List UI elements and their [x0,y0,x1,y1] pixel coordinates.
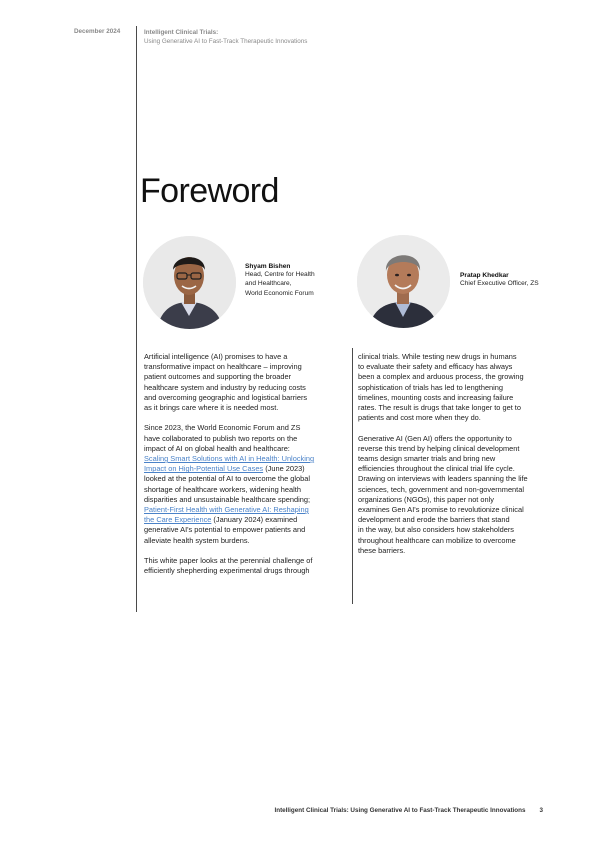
text-line: alleviate health system burdens. [144,535,250,545]
text-line: healthcare system and industry by reducing costs [144,382,306,392]
author-role-line: Chief Executive Officer, ZS [460,280,539,287]
text-line: This white paper looks at the perennial challenge of [144,556,313,566]
text-line: reverse this trend by helping clinical development [358,443,520,453]
column-divider [352,348,353,604]
text-line: sophistication of trials has led to lengthening [358,382,504,392]
text-line: to evaluate their safety and efficacy has always [358,362,513,372]
text-line: patients and cost more when they do. [358,413,481,423]
text-fragment: (January 2024) examined [211,515,298,525]
text-line: Since 2023, the World Economic Forum and ZS [144,423,301,433]
page-number: 3 [539,807,543,814]
author-role-line: and Healthcare, [245,280,292,288]
footer-title: Intelligent Clinical Trials: Using Generative AI to Fast-Track Therapeutic Innovations [274,807,526,814]
paragraph [358,434,564,556]
text-line: throughout healthcare can mobilize to overcome [358,535,516,545]
text-line: Drawing on interviews with leaders spanning the life [358,474,528,484]
text-line: impact of AI on global health and healthcare: [144,443,290,453]
paragraph [144,556,348,576]
author-info-shyam-bishen [245,263,315,298]
paragraph [144,352,348,413]
text-line: teams design smarter trials and bring new [358,454,496,464]
text-line: generative AI's potential to empower patients and [144,525,306,535]
author-name: Pratap Khedkar [460,272,509,279]
report-link-patient-first-health[interactable]: Patient-First Health with Generative AI: Reshaping the Care Experience [144,505,309,525]
text-line: efficiencies throughout the clinical trial life cycle. [358,464,515,474]
text-line: Artificial intelligence (AI) promises to have a [144,352,288,361]
header-title: Intelligent Clinical Trials: [144,29,219,36]
text-line: Generative AI (Gen AI) offers the opportunity to [358,433,512,443]
text-line: shortage of healthcare workers, widening health [144,484,301,494]
author-photo-shyam-bishen [143,236,236,329]
report-link-scaling-smart-solutions[interactable]: Scaling Smart Solutions with AI in Health: Unlocking Impact on High-Potential Use Cases [144,454,315,474]
author-role-line: World Economic Forum [245,289,314,297]
page-title: Foreword [140,172,279,210]
author-role-line: Head, Centre for Health [245,271,315,278]
text-line: organizations (NGOs), this paper not only [358,494,494,504]
text-line: as it brings care where it is needed most. [144,403,279,413]
author-photo-pratap-khedkar [357,235,450,328]
text-line: efficiently shepherding experimental drugs through [144,566,310,576]
header-vertical-rule [136,26,137,612]
author-info-pratap-khedkar [460,272,539,288]
text-line: these barriers. [358,545,406,555]
text-line: disparities and unsustainable healthcare spending; [144,494,310,504]
text-line: patient outcomes and supporting the broader [144,372,292,382]
text-line: transformative impact on healthcare – improving [144,362,302,372]
text-line: clinical trials. While testing new drugs in humans [358,352,517,361]
paragraph [144,423,348,545]
right-column [358,352,564,566]
author-name: Shyam Bishen [245,263,291,270]
text-line: and overcoming geographic and logistical barriers [144,392,308,402]
paragraph [358,352,564,423]
page-footer [274,807,543,814]
text-fragment: (June 2023) [263,464,305,474]
portrait-image [143,236,236,329]
portrait-image [357,235,450,328]
header-date: December 2024 [74,28,121,35]
text-line: development and erode the barriers that stand [358,515,510,525]
left-column [144,352,348,587]
text-line: timelines, mounting costs and increasing failure [358,392,514,402]
header-subtitle: Using Generative AI to Fast-Track Therapeutic Innovations [144,38,308,45]
text-line: have collaborated to publish two reports on the [144,433,298,443]
text-line: sciences, tech, government and non-governmental [358,484,524,494]
text-line: in the way, but also considers how stakeholders [358,525,514,535]
text-line: been a complex and arduous process, the growing [358,372,524,382]
text-line: examines Gen AI's promise to revolutionize clinical [358,505,524,515]
text-line: rates. The result is drugs that take longer to get to [358,403,521,413]
text-line: looked at the potential of AI to overcome the global [144,474,310,484]
